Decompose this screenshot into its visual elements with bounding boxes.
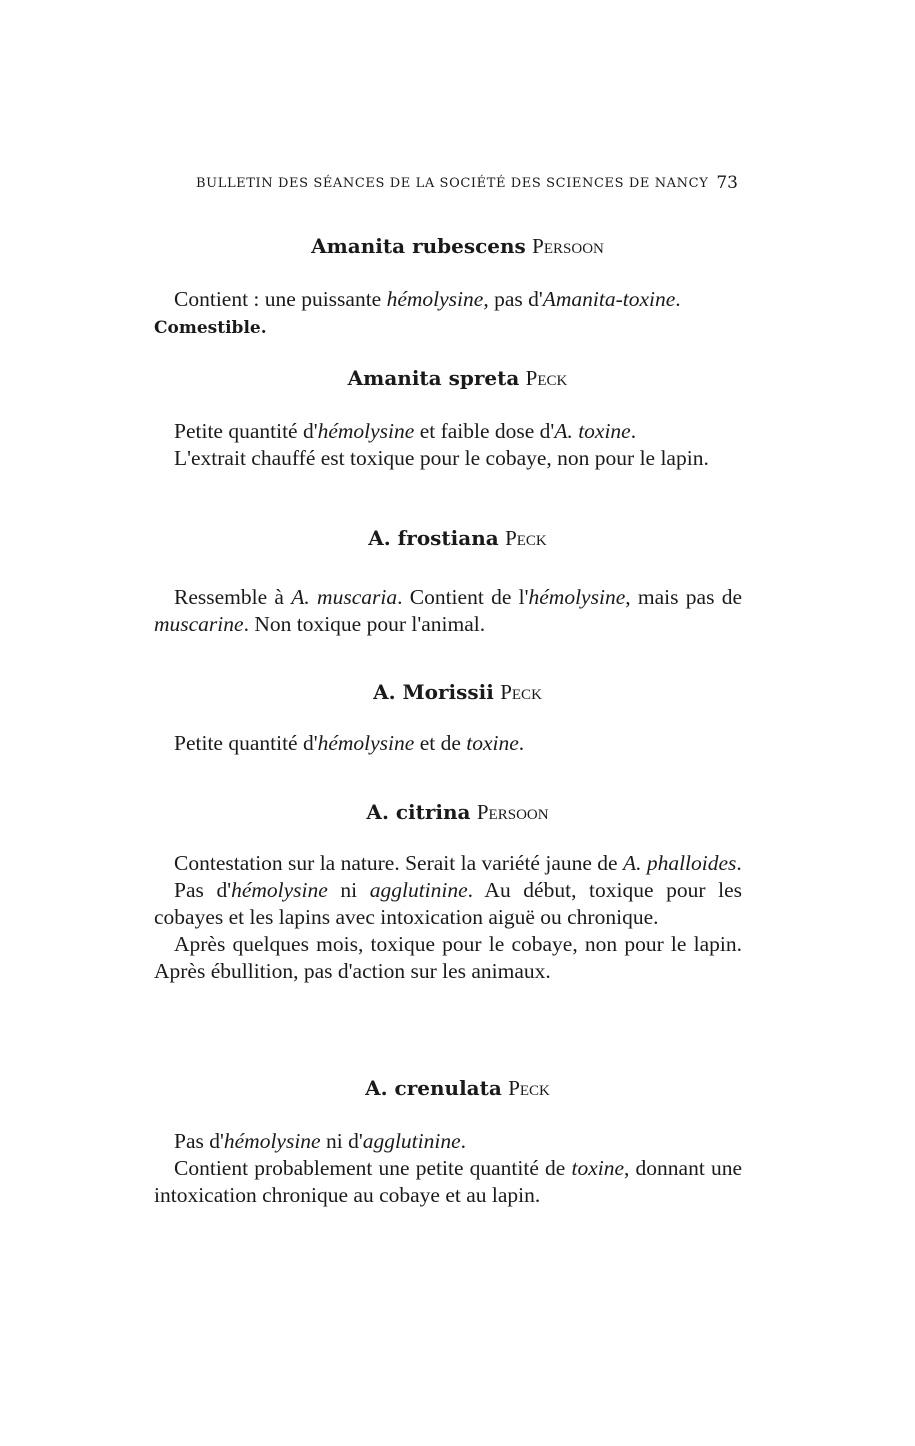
species-description [154, 730, 742, 757]
paragraph: Ressemble à A. muscaria. Contient de l'hémolysine, mais pas de muscarine. Non toxique pour l'animal. [154, 585, 743, 636]
species-heading: A. crenulata Peck [365, 1076, 550, 1100]
running-title: BULLETIN DES SÉANCES DE LA SOCIÉTÉ DES SCIENCES DE NANCY [196, 176, 709, 191]
species-heading: A. Morissii Peck [373, 680, 542, 704]
species-heading: Amanita rubescens Persoon [311, 234, 604, 258]
species-heading: A. frostiana Peck [368, 526, 547, 550]
paragraph: Contestation sur la nature. Serait la variété jaune de A. phalloides. [174, 851, 742, 875]
species-heading: A. citrina Persoon [366, 800, 549, 824]
paragraph: Petite quantité d'hémolysine et de toxine. [174, 731, 525, 755]
species-description [154, 584, 742, 638]
paragraph: Après quelques mois, toxique pour le cobaye, non pour le lapin. Après ébullition, pas d'action sur les animaux. [154, 932, 742, 983]
species-description [154, 418, 742, 472]
paragraph: L'extrait chauffé est toxique pour le cobaye, non pour le lapin. [174, 446, 709, 470]
species-description [154, 850, 742, 985]
species-heading: Amanita spreta Peck [347, 366, 568, 390]
paragraph: Pas d'hémolysine ni agglutinine. Au début, toxique pour les cobayes et les lapins avec intoxication aiguë ou chronique. [154, 878, 742, 929]
species-description [154, 286, 742, 342]
running-header [196, 173, 738, 193]
paragraph: Pas d'hémolysine ni d'agglutinine. [174, 1129, 467, 1153]
paragraph: Contient probablement une petite quantité de toxine, donnant une intoxication chronique au cobaye et au lapin. [154, 1156, 743, 1207]
paragraph: Contient : une puissante hémolysine, pas d'Amanita-toxine. [174, 287, 681, 311]
edibility-note: Comestible. [154, 318, 267, 338]
species-description [154, 1128, 742, 1209]
page-number: 73 [716, 173, 738, 193]
paragraph: Petite quantité d'hémolysine et faible dose d'A. toxine. [174, 419, 637, 443]
